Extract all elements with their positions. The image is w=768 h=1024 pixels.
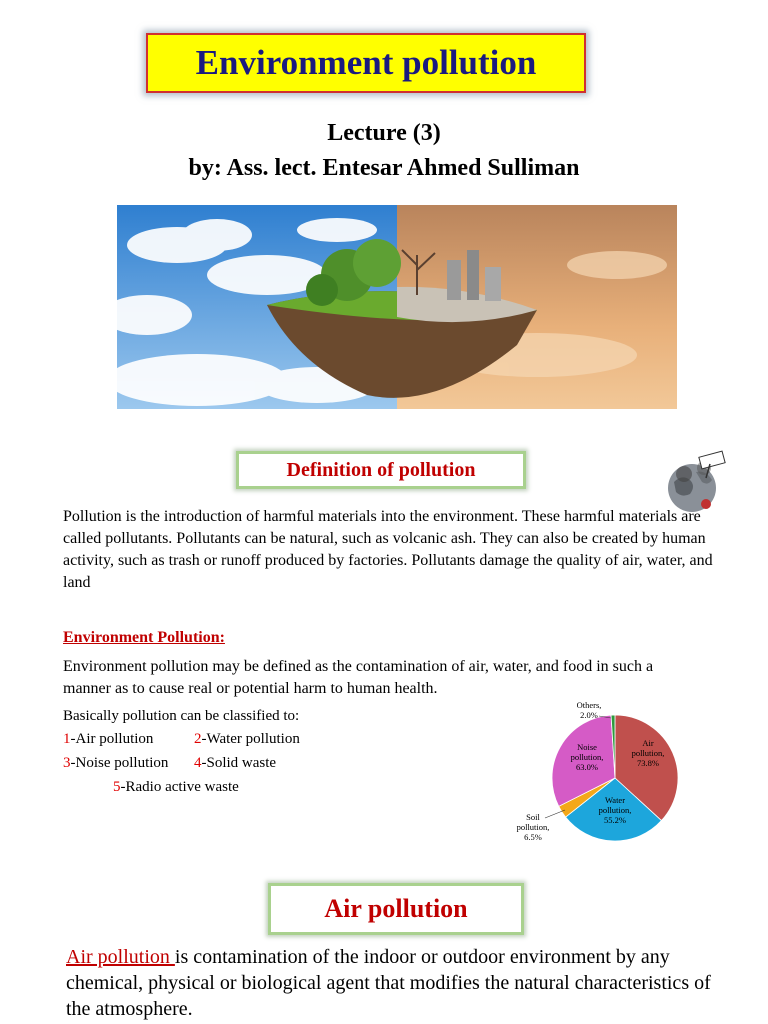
pie-slice-label: Noise pollution, 63.0% [570,742,604,772]
pollution-pie-chart [505,700,685,848]
page-title: Environment pollution [195,43,537,82]
classification-item: 2-Water pollution [194,731,300,747]
definition-text: Pollution is the introduction of harmful materials into the environment. These harmful materials are called pollutants. Pollutants can be natural, such as volcanic ash. They can also be created by human activity, such as trash or runoff produced by factories. Pollutants damage the quality of air, water, and land [63,508,713,591]
classification-item: 5-Radio active waste [113,779,239,795]
air-pollution-definition [66,944,726,1022]
classification-item: 4-Solid waste [194,755,277,771]
title-banner [146,33,586,93]
pie-slice-label: Soil pollution, 6.5% [516,812,550,842]
classification-item: 3-Noise pollution [63,755,169,771]
definition-heading: Definition of pollution [286,458,476,481]
definition-heading-box [236,451,526,489]
soil-leader-line [545,810,565,818]
air-pollution-text: is contamination of the indoor or outdoor environment by any chemical, physical or biological agent that modifies the natural characteristics of the atmosphere. [66,946,711,1020]
air-pollution-heading: Air pollution [324,894,468,923]
environment-pollution-text: Environment pollution may be defined as the contamination of air, water, and food in such a manner as to cause real or potential harm to human health. [63,658,654,697]
air-pollution-heading-box [268,883,524,935]
pie-slice-label: Water pollution, 55.2% [598,795,632,825]
pie-slice-label: Others, 2.0% [576,700,602,720]
classification-intro: Basically pollution can be classified to: [63,708,300,724]
lecture-number: Lecture (3) [327,120,441,146]
author-line: by: Ass. lect. Entesar Ahmed Sulliman [188,155,580,181]
air-pollution-term: Air pollution [66,946,175,968]
classification-item: 1-Air pollution [63,731,154,747]
hero-image [117,205,677,409]
pie-slice-label: Air pollution, 73.8% [631,738,665,768]
environment-pollution-heading: Environment Pollution: [63,629,225,646]
